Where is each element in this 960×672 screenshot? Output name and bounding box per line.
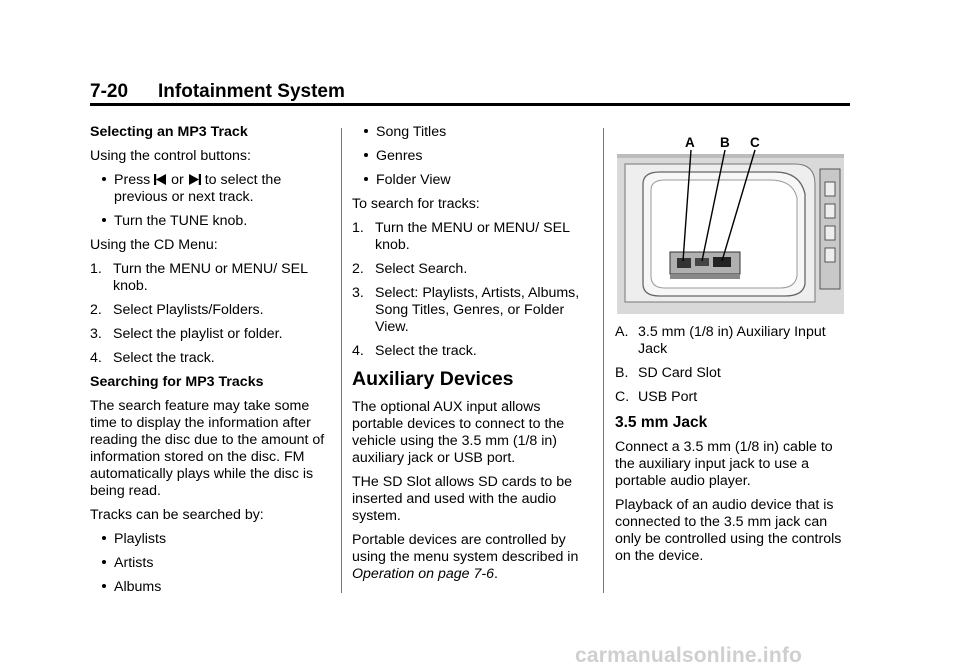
step-number: 4. [90,350,102,366]
seek-next-icon [188,174,201,185]
list-item [90,326,330,343]
caption-b [615,365,855,382]
mp3-heading: Selecting an MP3 Track [90,124,248,140]
caption-letter: A. [615,324,629,340]
console-illustration [615,124,844,314]
caption-c [615,389,855,406]
caption-text: USB Port [638,389,698,405]
chapter-title: Infotainment System [158,81,345,102]
step-text: Turn the MENU or MENU/ SEL knob. [375,220,570,253]
search-intro: To search for tracks: [352,196,480,212]
caption-letter: B. [615,365,629,381]
figure-label-c: C [750,135,760,150]
column-3 [615,124,855,572]
step-text: Turn the MENU or MENU/ SEL knob. [113,261,308,294]
header-rule [90,103,850,106]
step-number: 2. [352,261,364,277]
list-item [90,302,330,319]
figure-label-b: B [720,135,730,150]
jack-paragraph-2: Playback of an audio device that is connected to the 3.5 mm jack can only be controlled using the controls on the device. [615,497,842,564]
column-divider [341,128,342,593]
list-item: Genres [352,148,592,165]
bullet-tune: Turn the TUNE knob. [90,213,330,230]
aux-paragraph-1: The optional AUX input allows portable devices to connect to the vehicle using the 3.5 mm (1/8 in) auxiliary jack or USB port. [352,399,565,466]
caption-text: 3.5 mm (1/8 in) Auxiliary Input Jack [638,324,826,357]
list-item [352,343,592,360]
page-number: 7-20 [90,81,129,102]
control-intro: Using the control buttons: [90,148,251,164]
list-item: Playlists [90,531,330,548]
press-text: Press [114,172,151,188]
list-item [90,261,330,295]
operation-page-link[interactable]: Operation on page 7-6 [352,566,494,582]
step-number: 4. [352,343,364,359]
page-header [90,80,850,104]
list-item: Artists [90,555,330,572]
column-1 [90,124,330,603]
step-text: Select Search. [375,261,468,277]
step-number: 3. [352,285,364,301]
search-heading: Searching for MP3 Tracks [90,374,264,390]
aux-heading: Auxiliary Devices [352,368,514,390]
step-number: 2. [90,302,102,318]
step-text: Select Playlists/Folders. [113,302,264,318]
column-2 [352,124,592,590]
step-number: 3. [90,326,102,342]
list-item: Albums [90,579,330,596]
step-text: Select: Playlists, Artists, Albums, Song Titles, Genres, or Folder View. [375,285,580,335]
watermark: carmanualsonline.info [575,644,803,667]
cd-menu-intro: Using the CD Menu: [90,237,218,253]
list-item [352,220,592,254]
step-text: Select the playlist or folder. [113,326,283,342]
searched-by-text: Tracks can be searched by: [90,507,264,523]
list-item [90,350,330,367]
column-divider [603,128,604,593]
period: . [493,566,498,582]
aux-paragraph-2: THe SD Slot allows SD cards to be inserted and used with the audio system. [352,474,572,524]
step-text: Select the track. [375,343,477,359]
caption-a [615,324,855,358]
jack-heading: 3.5 mm Jack [615,414,708,431]
caption-text: SD Card Slot [638,365,721,381]
step-number: 1. [90,261,102,277]
figure-label-a: A [685,135,695,150]
or-text: or [171,172,184,188]
step-text: Select the track. [113,350,215,366]
aux-ports-figure [615,124,844,314]
aux-paragraph-3-text: Portable devices are controlled by using the menu system described in [352,532,579,565]
list-item: Song Titles [352,124,592,141]
list-item [352,285,592,336]
seek-previous-icon [154,174,167,185]
bullet-press [90,172,330,206]
search-paragraph: The search feature may take some time to display the information after reading the disc due to the amount of information stored on the disc. FM automatically plays while the disc is being read. [90,398,325,499]
aux-paragraph-3 [352,532,592,583]
jack-paragraph-1: Connect a 3.5 mm (1/8 in) cable to the auxiliary input jack to use a portable audio player. [615,439,833,489]
caption-letter: C. [615,389,630,405]
list-item [352,261,592,278]
press-tail: to select the previous or next track. [114,172,282,205]
list-item: Folder View [352,172,592,189]
step-number: 1. [352,220,364,236]
